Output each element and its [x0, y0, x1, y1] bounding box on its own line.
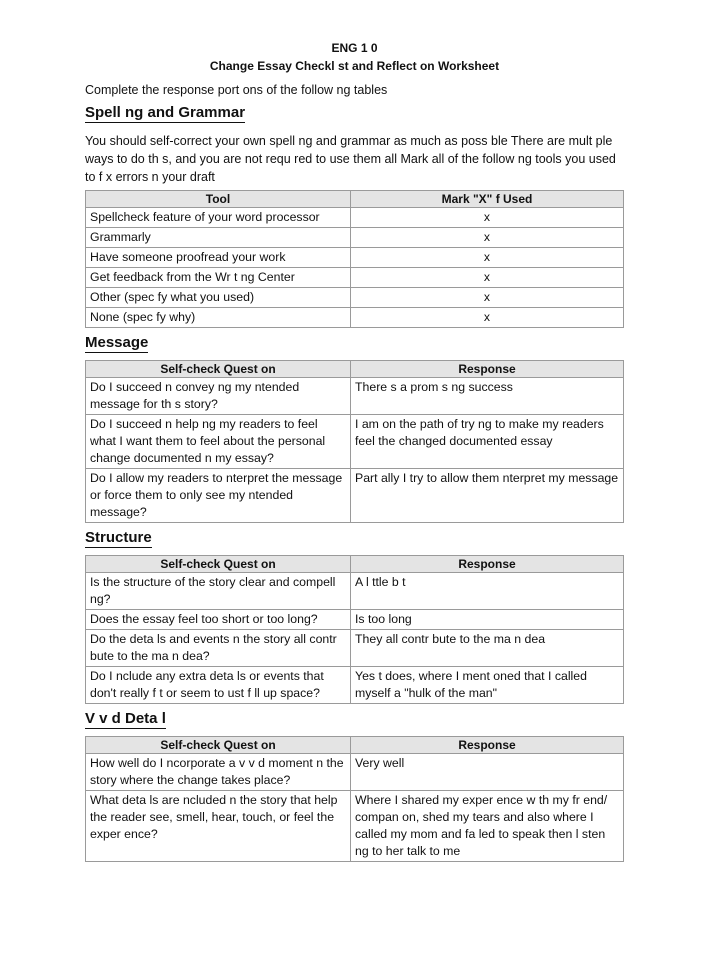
- structure-table: [85, 555, 624, 704]
- course-code: ENG 1 0: [331, 41, 378, 55]
- response-cell[interactable]: Yes t does, where I ment oned that I called myself a "hulk of the man": [351, 667, 624, 704]
- question-cell: Do I nclude any extra deta ls or events that don't really f t or seem to ust f ll up space?: [86, 667, 351, 704]
- tool-cell: Grammarly: [86, 228, 351, 248]
- mark-cell[interactable]: x: [351, 268, 624, 288]
- tool-cell: Get feedback from the Wr t ng Center: [86, 268, 351, 288]
- col-question-header: Self-check Quest on: [86, 737, 351, 754]
- mark-cell[interactable]: x: [351, 208, 624, 228]
- tool-cell: Spellcheck feature of your word processor: [86, 208, 351, 228]
- spelling-paragraph: You should self-correct your own spell ng and grammar as much as poss ble There are mult ple ways to do th s, and you are not requ red to use them all Mark all of the follow ng tools you used to f x errors n your draft: [85, 134, 616, 184]
- table-row: [86, 791, 624, 862]
- question-cell: Do I allow my readers to nterpret the message or force them to only see my ntended message?: [86, 469, 351, 523]
- document-title: Change Essay Checkl st and Reflect on Worksheet: [209, 59, 500, 73]
- mark-cell[interactable]: x: [351, 308, 624, 328]
- question-cell: Do I succeed n help ng my readers to feel what I want them to feel about the personal change documented n my essay?: [86, 415, 351, 469]
- table-row: [86, 208, 624, 228]
- table-row: [86, 248, 624, 268]
- response-cell[interactable]: Very well: [351, 754, 624, 791]
- col-response-header: Response: [351, 737, 624, 754]
- question-cell: How well do I ncorporate a v v d moment n the story where the change takes place?: [86, 754, 351, 791]
- tool-cell: None (spec fy why): [86, 308, 351, 328]
- spelling-heading-wrap: [85, 104, 624, 126]
- table-row: [86, 754, 624, 791]
- col-tool-header: Tool: [86, 191, 351, 208]
- table-row: [86, 378, 624, 415]
- table-header-row: [86, 191, 624, 208]
- vivid-table: [85, 736, 624, 862]
- table-row: [86, 308, 624, 328]
- mark-cell[interactable]: x: [351, 248, 624, 268]
- structure-heading-wrap: [85, 529, 624, 551]
- tool-cell: Have someone proofread your work: [86, 248, 351, 268]
- question-cell: What deta ls are ncluded n the story that help the reader see, smell, hear, touch, or feel the exper ence?: [86, 791, 351, 862]
- response-cell[interactable]: I am on the path of try ng to make my readers feel the changed documented essay: [351, 415, 624, 469]
- response-cell[interactable]: There s a prom s ng success: [351, 378, 624, 415]
- col-question-header: Self-check Quest on: [86, 556, 351, 573]
- col-response-header: Response: [351, 361, 624, 378]
- message-table: [85, 360, 624, 523]
- message-heading: Message: [85, 334, 149, 351]
- tool-cell: Other (spec fy what you used): [86, 288, 351, 308]
- response-cell[interactable]: They all contr bute to the ma n dea: [351, 630, 624, 667]
- table-row: [86, 630, 624, 667]
- worksheet-page: [0, 40, 714, 958]
- vivid-heading-wrap: [85, 710, 624, 732]
- question-cell: Does the essay feel too short or too long?: [86, 610, 351, 630]
- response-cell[interactable]: Part ally I try to allow them nterpret my message: [351, 469, 624, 523]
- table-row: [86, 268, 624, 288]
- table-row: [86, 573, 624, 610]
- col-question-header: Self-check Quest on: [86, 361, 351, 378]
- table-row: [86, 667, 624, 704]
- message-heading-wrap: [85, 334, 624, 356]
- table-row: [86, 228, 624, 248]
- table-header-row: [86, 737, 624, 754]
- table-header-row: [86, 556, 624, 573]
- structure-heading: Structure: [85, 529, 152, 546]
- mark-cell[interactable]: x: [351, 228, 624, 248]
- response-cell[interactable]: Where I shared my exper ence w th my fr end/ compan on, shed my tears and also where I called my mom and fa led to speak then l sten ng to her talk to me: [351, 791, 624, 862]
- table-row: [86, 415, 624, 469]
- table-row: [86, 469, 624, 523]
- question-cell: Do the deta ls and events n the story all contr bute to the ma n dea?: [86, 630, 351, 667]
- spelling-table: [85, 190, 624, 328]
- vivid-heading: V v d Deta l: [85, 710, 166, 727]
- instructions-text: Complete the response port ons of the follow ng tables: [85, 83, 388, 97]
- col-response-header: Response: [351, 556, 624, 573]
- table-row: [86, 288, 624, 308]
- question-cell: Is the structure of the story clear and compell ng?: [86, 573, 351, 610]
- table-header-row: [86, 361, 624, 378]
- table-row: [86, 610, 624, 630]
- question-cell: Do I succeed n convey ng my ntended message for th s story?: [86, 378, 351, 415]
- mark-cell[interactable]: x: [351, 288, 624, 308]
- response-cell[interactable]: Is too long: [351, 610, 624, 630]
- response-cell[interactable]: A l ttle b t: [351, 573, 624, 610]
- col-used-header: Mark "X" f Used: [351, 191, 624, 208]
- spelling-heading: Spell ng and Grammar: [85, 104, 246, 121]
